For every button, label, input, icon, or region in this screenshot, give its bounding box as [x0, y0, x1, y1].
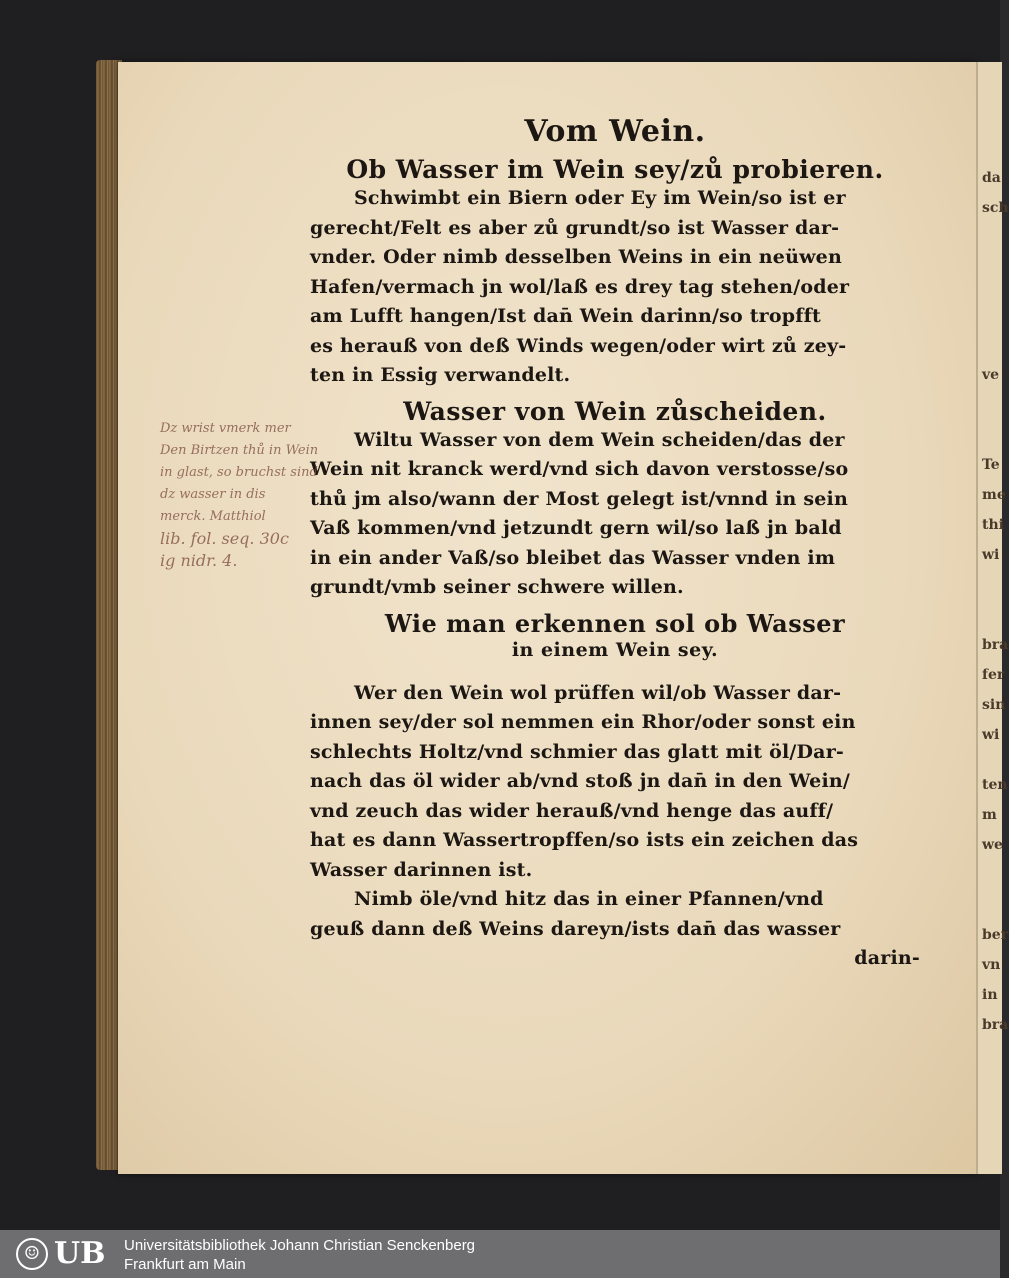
text-line: Wer den Wein wol prüffen wil/ob Wasser dar-	[354, 681, 842, 704]
adjacent-page-text: fer	[982, 667, 1005, 683]
catchword: darin-	[854, 947, 920, 969]
portrait-seal-icon: ☺	[16, 1238, 48, 1270]
text-line: vnd zeuch das wider herauß/vnd henge das auff/	[310, 799, 834, 822]
adjacent-page-text: Te	[982, 457, 1000, 473]
adjacent-page-text: sch	[982, 200, 1009, 216]
text-line: geuß dann deß Weins dareyn/ists dan̄ das wasser	[310, 917, 841, 940]
adjacent-page-edge	[976, 62, 1009, 1174]
text-line: schlechts Holtz/vnd schmier das glatt mit öl/Dar-	[310, 740, 844, 763]
text-line: thů jm also/wann der Most gelegt ist/vnnd in sein	[310, 487, 848, 510]
text-line: nach das öl wider ab/vnd stoß jn dan̄ in den Wein/	[310, 770, 851, 792]
note-line: lib. fol. seq. 30c	[160, 529, 289, 548]
institution-line-2: Frankfurt am Main	[124, 1256, 246, 1273]
text-line: Nimb öle/vnd hitz das in einer Pfannen/vnd	[354, 888, 824, 910]
text-line: Hafen/vermach jn wol/laß es drey tag stehen/oder	[310, 275, 850, 298]
printed-text-block	[310, 108, 920, 974]
adjacent-page-text: in	[982, 987, 998, 1003]
adjacent-page-text: ten	[982, 777, 1008, 793]
note-line: Dz wrist vmerk mer	[160, 421, 291, 436]
adjacent-page-text: wi	[982, 547, 1000, 563]
text-line: Wein nit kranck werd/vnd sich davon verstosse/so	[310, 458, 849, 480]
text-line: gerecht/Felt es aber zů grundt/so ist Wasser dar-	[310, 216, 840, 239]
section-heading: Ob Wasser im Wein sey/zů probieren.	[346, 155, 884, 184]
text-line: Wiltu Wasser von dem Wein scheiden/das der	[354, 428, 845, 451]
text-line: hat es dann Wassertropffen/so ists ein zeichen das	[310, 829, 859, 851]
adjacent-page-text: we	[982, 837, 1003, 853]
text-line: in ein ander Vaß/so bleibet das Wasser vnden im	[310, 546, 836, 569]
note-line: dz wasser in dis	[160, 487, 266, 502]
text-line: innen sey/der sol nemmen ein Rhor/oder sonst ein	[310, 711, 856, 733]
adjacent-page-text: thi	[982, 517, 1004, 533]
adjacent-page-text: da	[982, 170, 1001, 186]
institution-line-1: Universitätsbibliothek Johann Christian Senckenberg	[124, 1237, 476, 1254]
section-heading: Wie man erkennen sol ob Wasser	[384, 608, 846, 638]
handwritten-margin-note	[160, 418, 380, 572]
note-line: Den Birtzen thů in Wein	[160, 443, 319, 458]
note-line: ig nidr. 4.	[160, 551, 238, 570]
page-title: Vom Wein.	[524, 114, 706, 149]
adjacent-page-text: sin	[982, 697, 1006, 713]
adjacent-page-text: vn	[982, 957, 1001, 973]
adjacent-page-text: me	[982, 487, 1006, 503]
ub-logo[interactable]	[16, 1236, 116, 1272]
ub-logo-text: UB	[54, 1236, 106, 1271]
footer-bar	[0, 1230, 1000, 1278]
text-line: es herauß von deß Winds wegen/oder wirt zů zey-	[310, 334, 847, 357]
text-line: Wasser darinnen ist.	[310, 858, 533, 881]
adjacent-page-text: m	[982, 807, 997, 823]
adjacent-page-text: bra	[982, 637, 1009, 653]
adjacent-page-text: ber	[982, 927, 1009, 943]
adjacent-page-text: wi	[982, 727, 1000, 743]
text-line: Vaß kommen/vnd jetzundt gern wil/so laß jn bald	[310, 517, 842, 539]
institution-name	[124, 1236, 475, 1274]
text-line: grundt/vmb seiner schwere willen.	[310, 576, 684, 598]
text-line: am Lufft hangen/Ist dan̄ Wein darinn/so tropfft	[310, 305, 821, 327]
text-line: Schwimbt ein Biern oder Ey im Wein/so ist er	[354, 187, 846, 209]
adjacent-page-text: bra	[982, 1017, 1009, 1033]
adjacent-page-text: ve	[982, 367, 1000, 383]
section-subheading: in einem Wein sey.	[511, 638, 719, 661]
note-line: in glast, so bruchst sind	[160, 465, 318, 480]
text-line: ten in Essig verwandelt.	[310, 364, 571, 386]
note-line: merck. Matthiol	[160, 509, 266, 524]
section-heading: Wasser von Wein zůscheiden.	[403, 396, 827, 426]
text-line: vnder. Oder nimb desselben Weins in ein neüwen	[310, 246, 842, 268]
